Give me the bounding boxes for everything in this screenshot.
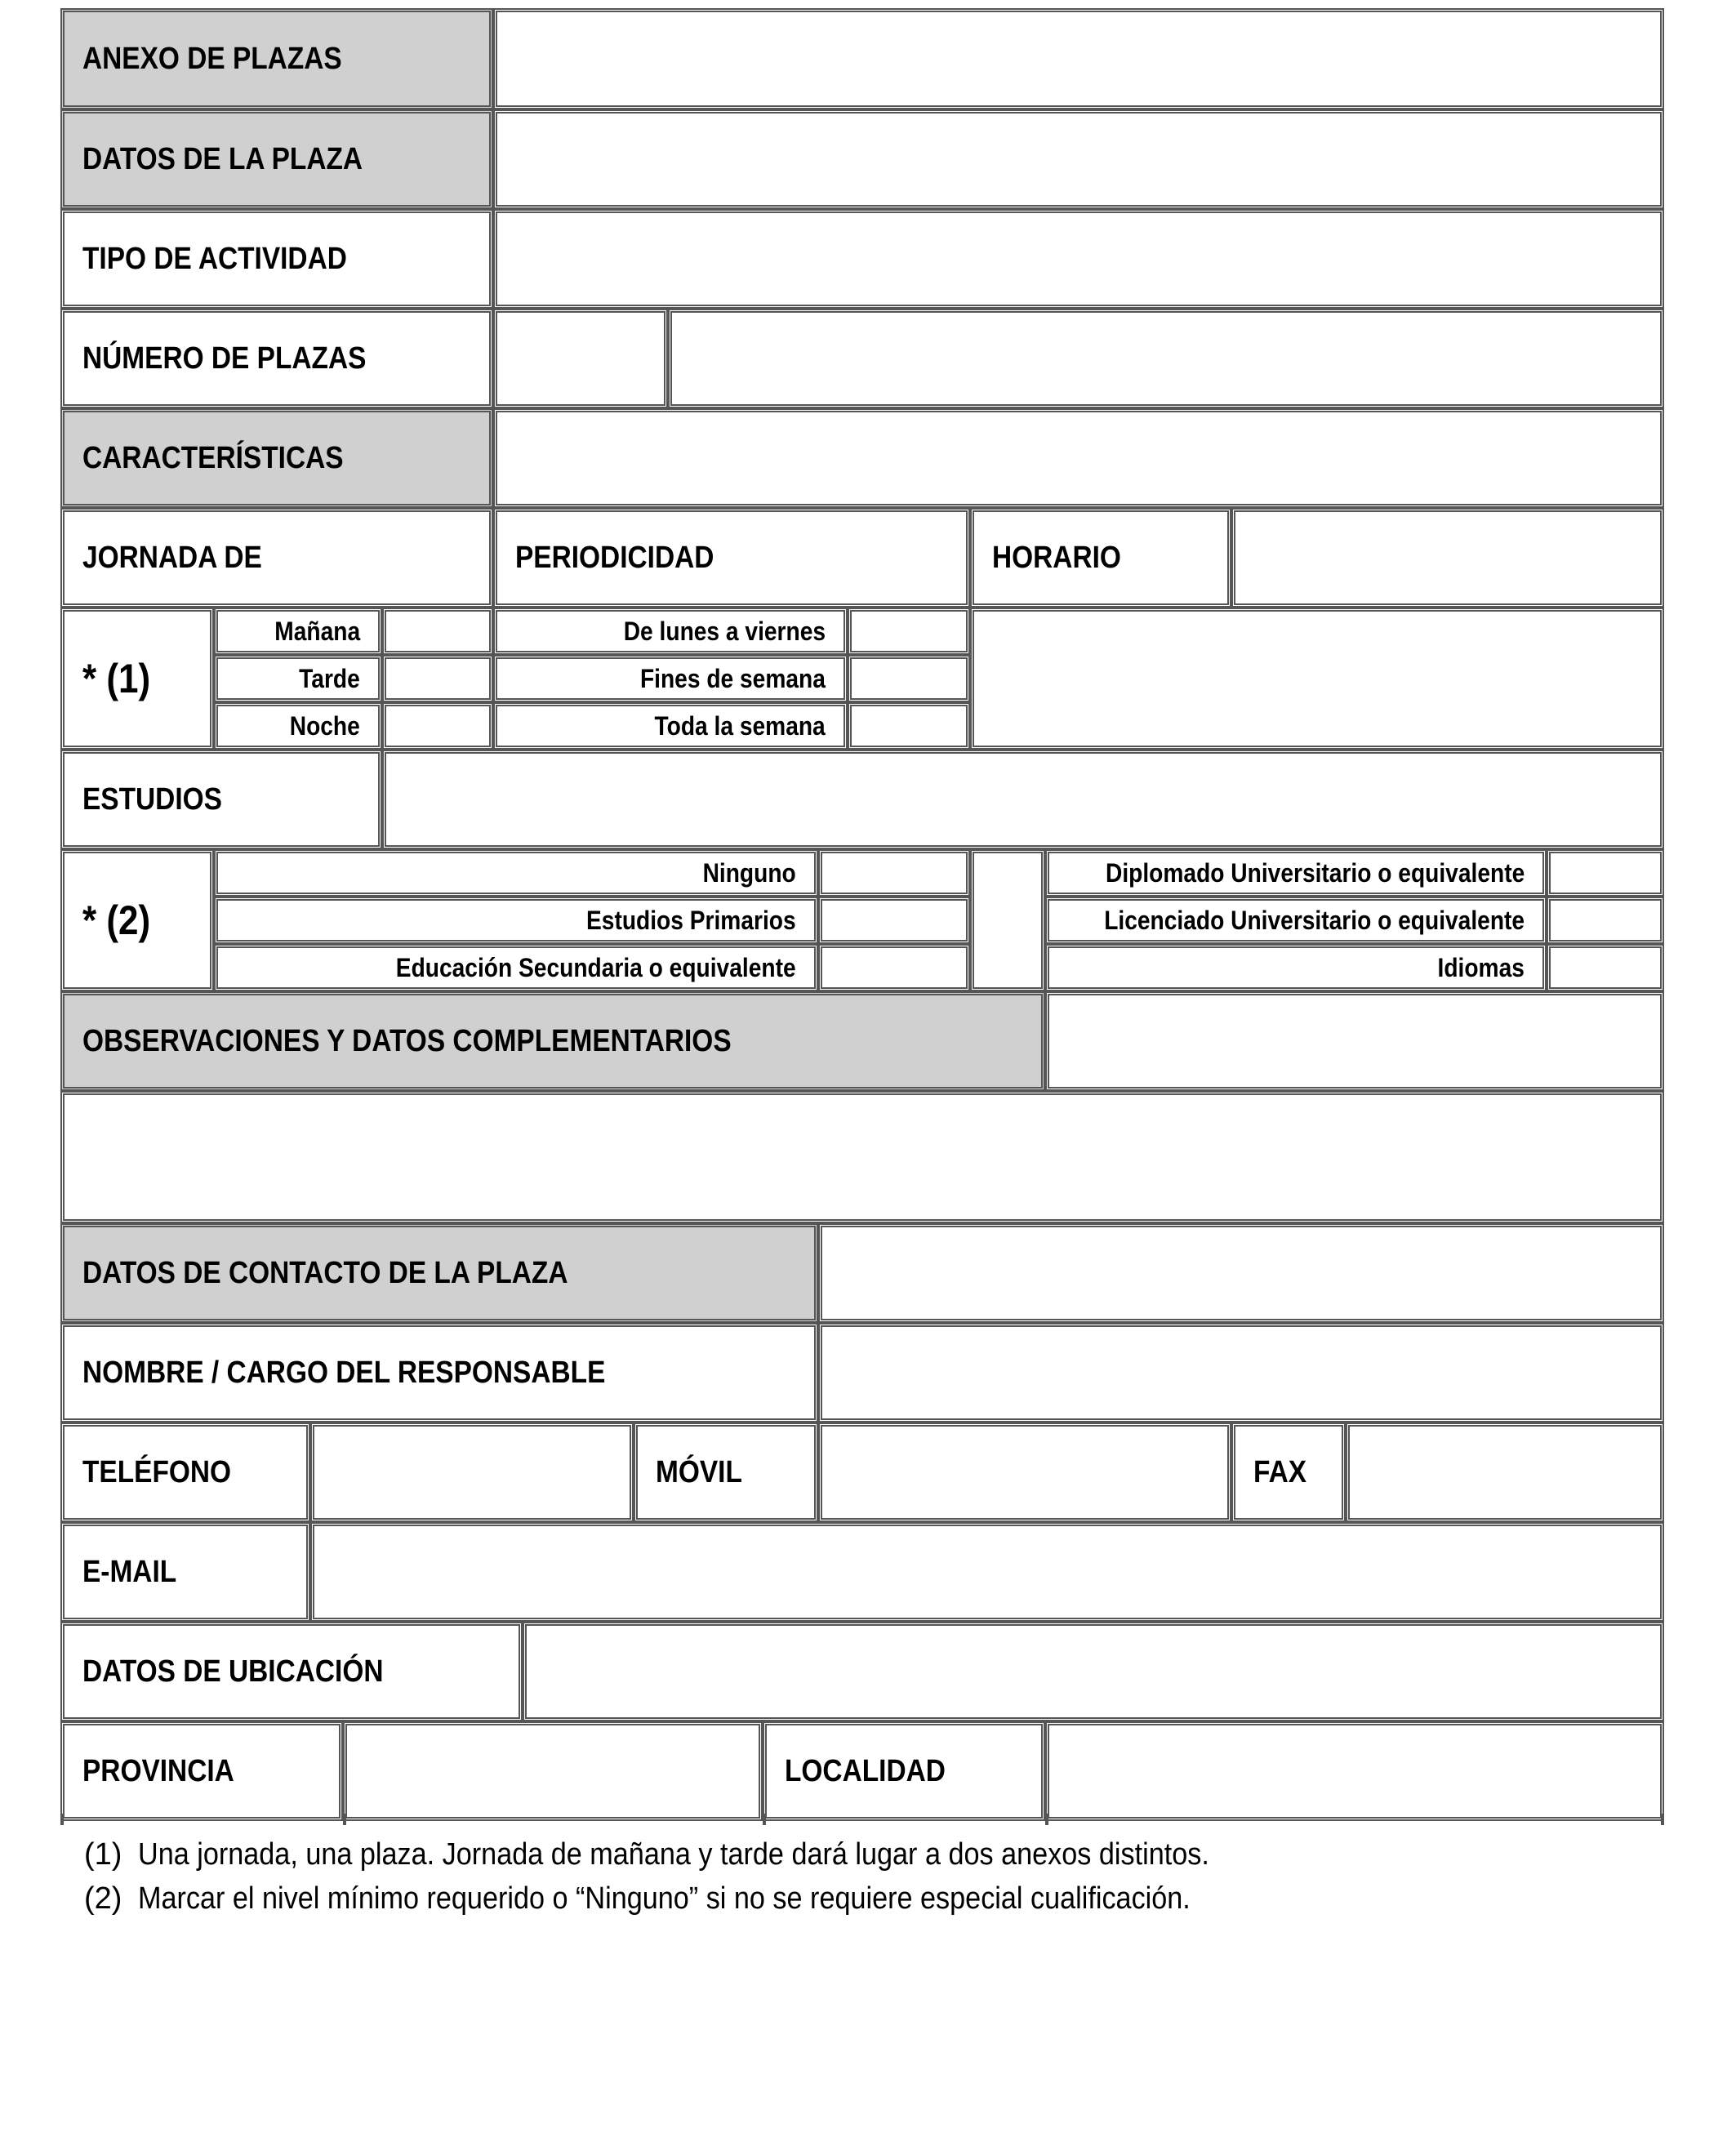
estudios-option-secundaria: Educación Secundaria o equivalente xyxy=(214,944,818,991)
nota-2-label: * (2) xyxy=(60,849,214,991)
periodicidad-checkbox-fines-semana[interactable] xyxy=(848,655,970,702)
observaciones-side-field[interactable] xyxy=(1045,991,1664,1091)
jornada-option-tarde: Tarde xyxy=(214,655,382,702)
nombre-cargo-label: NOMBRE / CARGO DEL RESPONSABLE xyxy=(60,1323,818,1422)
estudios-checkbox-secundaria[interactable] xyxy=(818,944,970,991)
anexo-de-plazas-label: ANEXO DE PLAZAS xyxy=(60,8,493,109)
provincia-label: PROVINCIA xyxy=(60,1721,343,1821)
estudios-option-ninguno: Ninguno xyxy=(214,849,818,897)
datos-de-la-plaza-field[interactable] xyxy=(493,109,1664,209)
table-continuation-mark xyxy=(1045,1814,1048,1825)
footnote-1 xyxy=(84,1837,1329,1872)
datos-contacto-field[interactable] xyxy=(818,1223,1664,1323)
periodicidad-option-lunes-viernes: De lunes a viernes xyxy=(493,608,848,655)
footnote-2 xyxy=(84,1881,1307,1917)
periodicidad-option-fines-semana: Fines de semana xyxy=(493,655,848,702)
caracteristicas-field[interactable] xyxy=(493,408,1664,508)
table-continuation-mark xyxy=(1661,1814,1664,1825)
localidad-label: LOCALIDAD xyxy=(763,1721,1045,1821)
anexo-de-plazas-field[interactable] xyxy=(493,8,1664,109)
jornada-checkbox-tarde[interactable] xyxy=(382,655,493,702)
periodicidad-label: PERIODICIDAD xyxy=(493,508,970,608)
periodicidad-checkbox-toda-semana[interactable] xyxy=(848,702,970,750)
numero-de-plazas-label: NÚMERO DE PLAZAS xyxy=(60,309,493,408)
estudios-spacer xyxy=(970,849,1045,991)
datos-contacto-label: DATOS DE CONTACTO DE LA PLAZA xyxy=(60,1223,818,1323)
observaciones-text-area[interactable] xyxy=(60,1091,1664,1223)
horario-detail-field[interactable] xyxy=(970,608,1664,750)
footnote-1-text: Una jornada, una plaza. Jornada de mañana y tarde dará lugar a dos anexos distintos. xyxy=(138,1837,1209,1872)
table-continuation-mark xyxy=(763,1814,766,1825)
datos-ubicacion-label: DATOS DE UBICACIÓN xyxy=(60,1622,523,1721)
jornada-checkbox-noche[interactable] xyxy=(382,702,493,750)
horario-field[interactable] xyxy=(1231,508,1664,608)
datos-ubicacion-field[interactable] xyxy=(523,1622,1664,1721)
jornada-de-label: JORNADA DE xyxy=(60,508,493,608)
tipo-de-actividad-field[interactable] xyxy=(493,209,1664,309)
periodicidad-option-toda-semana: Toda la semana xyxy=(493,702,848,750)
datos-de-la-plaza-label: DATOS DE LA PLAZA xyxy=(60,109,493,209)
localidad-field[interactable] xyxy=(1045,1721,1664,1821)
estudios-checkbox-licenciado[interactable] xyxy=(1547,897,1664,944)
estudios-label: ESTUDIOS xyxy=(60,750,382,849)
horario-label: HORARIO xyxy=(970,508,1231,608)
estudios-option-idiomas: Idiomas xyxy=(1045,944,1547,991)
periodicidad-checkbox-lunes-viernes[interactable] xyxy=(848,608,970,655)
footnote-2-number: (2) xyxy=(84,1881,122,1916)
telefono-field[interactable] xyxy=(310,1422,634,1522)
fax-field[interactable] xyxy=(1346,1422,1664,1522)
jornada-checkbox-manana[interactable] xyxy=(382,608,493,655)
estudios-checkbox-primarios[interactable] xyxy=(818,897,970,944)
table-continuation-mark xyxy=(60,1814,64,1825)
movil-label: MÓVIL xyxy=(634,1422,818,1522)
nota-1-label: * (1) xyxy=(60,608,214,750)
caracteristicas-label: CARACTERÍSTICAS xyxy=(60,408,493,508)
nombre-cargo-field[interactable] xyxy=(818,1323,1664,1422)
numero-de-plazas-extra-field[interactable] xyxy=(668,309,1664,408)
jornada-option-manana: Mañana xyxy=(214,608,382,655)
provincia-field[interactable] xyxy=(343,1721,763,1821)
observaciones-label: OBSERVACIONES Y DATOS COMPLEMENTARIOS xyxy=(60,991,1045,1091)
footnote-1-number: (1) xyxy=(84,1837,122,1872)
movil-field[interactable] xyxy=(818,1422,1231,1522)
email-label: E-MAIL xyxy=(60,1522,310,1622)
estudios-checkbox-diplomado[interactable] xyxy=(1547,849,1664,897)
estudios-option-primarios: Estudios Primarios xyxy=(214,897,818,944)
estudios-option-licenciado: Licenciado Universitario o equivalente xyxy=(1045,897,1547,944)
estudios-checkbox-ninguno[interactable] xyxy=(818,849,970,897)
jornada-option-noche: Noche xyxy=(214,702,382,750)
estudios-checkbox-idiomas[interactable] xyxy=(1547,944,1664,991)
footnote-2-text: Marcar el nivel mínimo requerido o “Ninguno” si no se requiere especial cualificación. xyxy=(138,1881,1191,1916)
email-field[interactable] xyxy=(310,1522,1664,1622)
tipo-de-actividad-label: TIPO DE ACTIVIDAD xyxy=(60,209,493,309)
telefono-label: TELÉFONO xyxy=(60,1422,310,1522)
estudios-option-diplomado: Diplomado Universitario o equivalente xyxy=(1045,849,1547,897)
numero-de-plazas-field[interactable] xyxy=(493,309,668,408)
fax-label: FAX xyxy=(1231,1422,1346,1522)
estudios-field[interactable] xyxy=(382,750,1664,849)
table-continuation-mark xyxy=(343,1814,346,1825)
